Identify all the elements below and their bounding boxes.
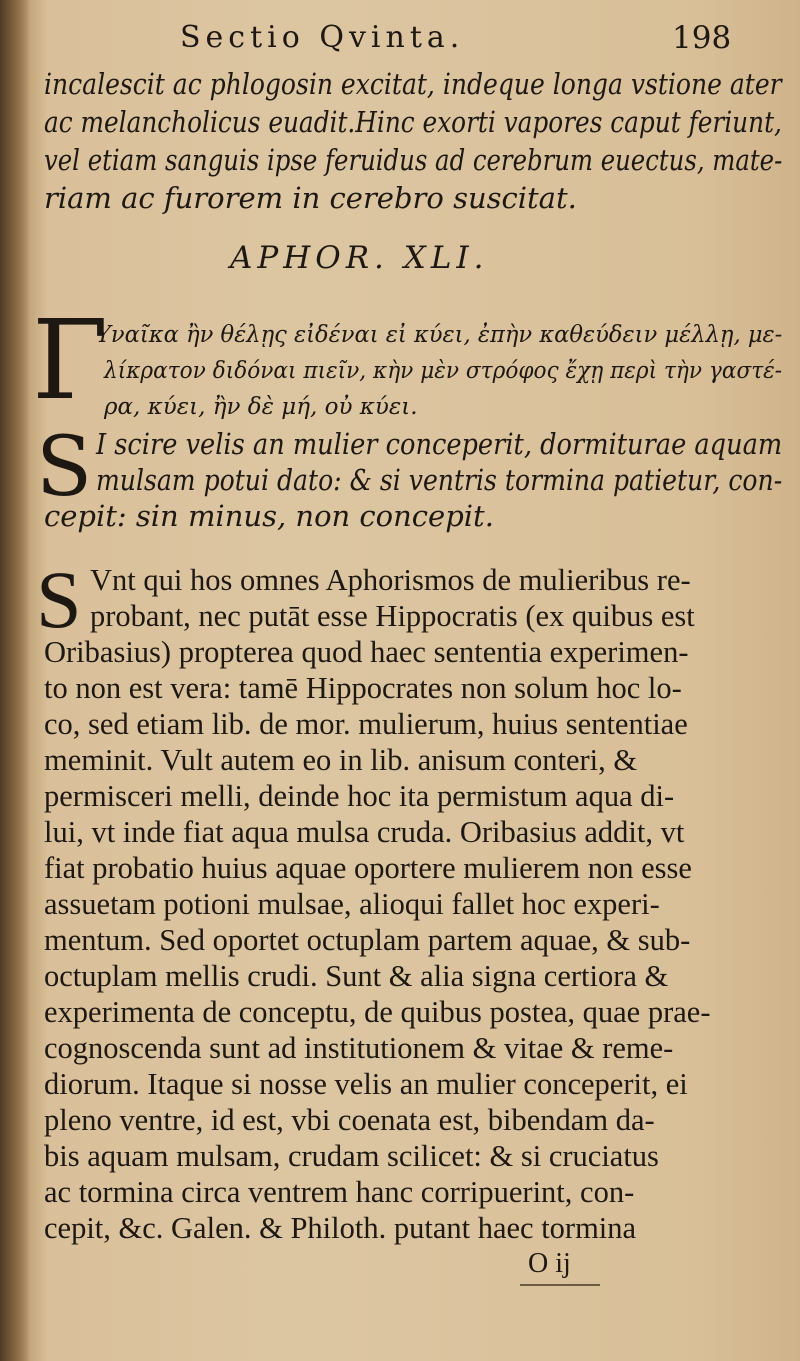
greek-line: λίκρατον διδόναι πιεῖν, κὴν μὲν στρόφος ἔχῃ περὶ τὴν γαστέ-: [104, 358, 783, 384]
aphorism-heading: APHOR. XLI.: [230, 240, 489, 276]
commentary-line: mentum. Sed oportet octuplam partem aquae, & sub-: [44, 923, 691, 957]
commentary-line: fiat probatio huius aquae oportere mulierem non esse: [44, 851, 692, 885]
latin-dropcap: S: [36, 420, 93, 515]
latin-line: I scire velis an mulier conceperit, dormiturae aquam: [96, 427, 783, 461]
commentary-line: assuetam potioni mulsae, alioqui fallet hoc experi-: [44, 887, 660, 921]
greek-line: ρα, κύει, ἢν δὲ μή, οὐ κύει.: [104, 394, 418, 420]
commentary-line: ac tormina circa ventrem hanc corripuerint, con-: [44, 1175, 635, 1209]
commentary-line: to non est vera: tamē Hippocrates non solum hoc lo-: [44, 671, 682, 705]
commentary-line: diorum. Itaque si nosse velis an mulier conceperit, ei: [44, 1067, 688, 1101]
text-line: riam ac furorem in cerebro suscitat.: [44, 181, 577, 215]
commentary-line: cepit, &c. Galen. & Philoth. putant haec tormina: [44, 1211, 637, 1245]
text-line: vel etiam sanguis ipse feruidus ad cerebrum euectus, mate-: [44, 143, 783, 177]
commentary-line: permisceri melli, deinde hoc ita permistum aqua di-: [44, 779, 675, 813]
running-title: Sectio Qvinta.: [180, 20, 465, 55]
text-line: incalescit ac phlogosin excitat, indeque longa vstione ater: [44, 67, 782, 101]
signature-rule: [520, 1284, 600, 1286]
commentary-line: experimenta de conceptu, de quibus postea, quae prae-: [44, 995, 711, 1029]
latin-line: cepit: sin minus, non concepit.: [44, 499, 494, 533]
text-line: ac melancholicus euadit.Hinc exorti vapores caput feriunt,: [44, 105, 782, 139]
binding-gutter: [0, 0, 30, 1361]
commentary-line: probant, nec putāt esse Hippocratis (ex quibus est: [90, 599, 695, 633]
folio-number: 198: [672, 20, 732, 56]
latin-line: mulsam potui dato: & si ventris tormina patietur, con-: [96, 463, 783, 497]
signature-mark: O ij: [528, 1248, 571, 1279]
commentary-dropcap: S: [36, 554, 82, 645]
commentary-line: Vnt qui hos omnes Aphorismos de mulieribus re-: [90, 563, 691, 597]
commentary-line: Oribasius) propterea quod haec sententia experimen-: [44, 635, 689, 669]
commentary-line: pleno ventre, id est, vbi coenata est, bibendam da-: [44, 1103, 655, 1137]
commentary-line: bis aquam mulsam, crudam scilicet: & si cruciatus: [44, 1139, 659, 1173]
commentary-line: lui, vt inde fiat aqua mulsa cruda. Oribasius addit, vt: [44, 815, 685, 849]
greek-dropcap: Γ: [32, 296, 109, 424]
greek-line: Υναῖκα ἢν θέλῃς εἰδέναι εἰ κύει, ἐπὴν καθεύδειν μέλλῃ, με-: [96, 322, 783, 348]
commentary-line: co, sed etiam lib. de mor. mulierum, huius sententiae: [44, 707, 688, 741]
commentary-line: meminit. Vult autem eo in lib. anisum conteri, &: [44, 743, 638, 777]
commentary-line: cognoscenda sunt ad institutionem & vitae & reme-: [44, 1031, 674, 1065]
commentary-line: octuplam mellis crudi. Sunt & alia signa certiora &: [44, 959, 669, 993]
